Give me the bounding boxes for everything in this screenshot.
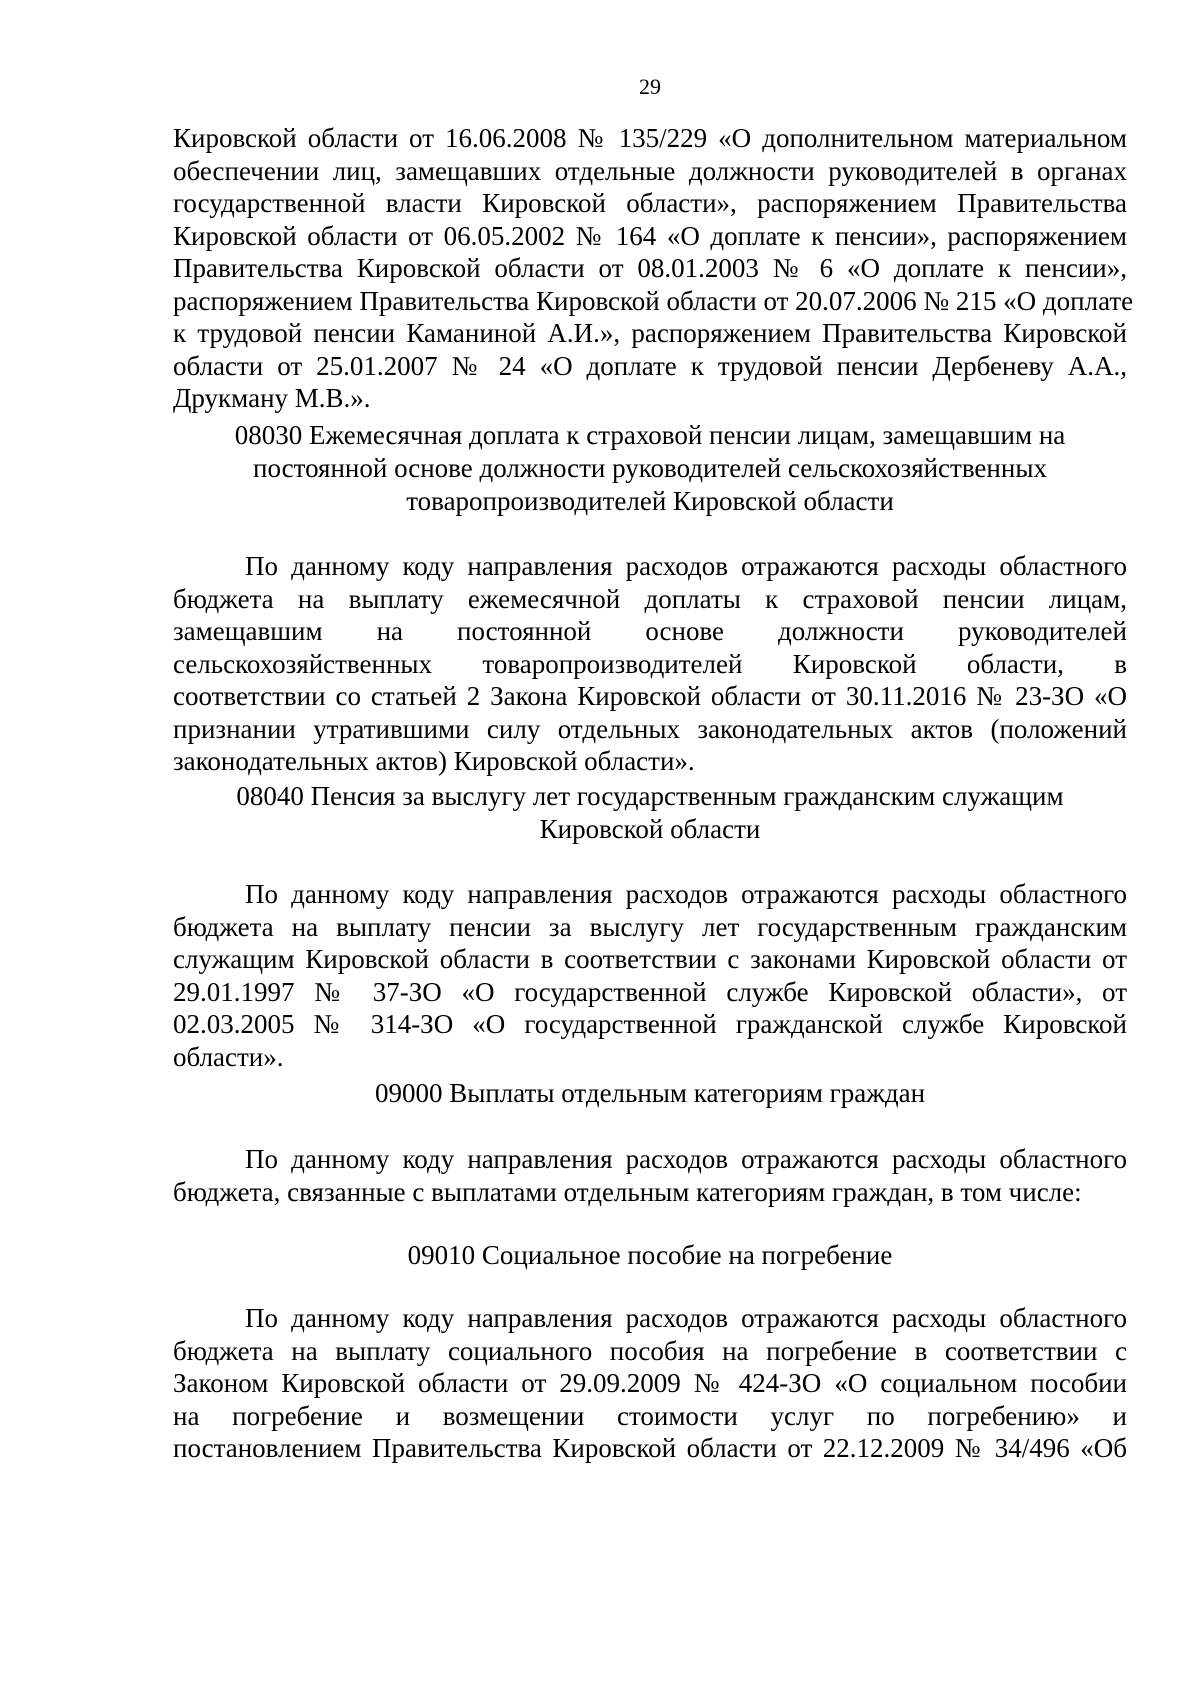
text-line: на погребение и возмещении стоимости услуг по погребению» и: [173, 1400, 1127, 1431]
heading-line: 08040 Пенсия за выслугу лет государственным гражданским служащим: [236, 781, 1064, 811]
text-line: бюджета на выплату социального пособия на погребение в соответствии с: [173, 1335, 1127, 1366]
text-line: постановлением Правительства Кировской области от 22.12.2009 № 34/496 «Об: [173, 1433, 1127, 1463]
text-line: 02.03.2005 № 314-ЗО «О государственной гражданской службе Кировской: [173, 1009, 1127, 1039]
text-line: соответствии со статьей 2 Закона Кировской области от 30.11.2016 № 23-ЗО «О: [173, 681, 1127, 711]
text-line: сельскохозяйственных товаропроизводителей Кировской области, в: [173, 648, 1127, 679]
text-line: По данному коду направления расходов отражаются расходы областного: [245, 1303, 1127, 1333]
heading-line: 09010 Социальное пособие на погребение: [407, 1240, 893, 1270]
text-line: государственной власти Кировской области», распоряжением Правительства: [173, 188, 1127, 218]
text-line: бюджета на выплату ежемесячной доплаты к страховой пенсии лицам,: [173, 583, 1127, 614]
section-heading-09010: [173, 1239, 1127, 1272]
heading-line: 09000 Выплаты отдельным категориям граждан: [374, 1078, 926, 1108]
text-line: Кировской области от 16.06.2008 № 135/229 «О дополнительном материальном: [173, 123, 1127, 153]
text-line: Друкману М.В.».: [173, 383, 371, 413]
page-number: 29: [639, 74, 661, 99]
text-line: По данному коду направления расходов отражаются расходы областного: [245, 1144, 1127, 1174]
text-line: По данному коду направления расходов отражаются расходы областного: [245, 551, 1127, 581]
text-line: служащим Кировской области в соответствии с законами Кировской области от: [173, 944, 1127, 974]
section-heading-08030: [173, 419, 1127, 518]
text-line: распоряжением Правительства Кировской области от 20.07.2006 № 215 «О доплате: [173, 285, 1134, 316]
text-line: 29.01.1997 № 37-ЗО «О государственной службе Кировской области», от: [173, 976, 1127, 1007]
text-line: области».: [173, 1041, 284, 1072]
section-body-09000: [173, 1143, 1127, 1208]
heading-line: постоянной основе должности руководителей сельскохозяйственных: [253, 453, 1047, 483]
section-heading-08040: [173, 780, 1127, 846]
text-line: Правительства Кировской области от 08.01.2003 № 6 «О доплате к пенсии»,: [173, 253, 1127, 283]
heading-line: Кировской области: [539, 814, 761, 844]
intro-paragraph: [173, 122, 1134, 415]
section-body-08030: [173, 550, 1127, 778]
text-line: признании утратившими силу отдельных законодательных актов (положений: [173, 713, 1127, 744]
text-line: Законом Кировской области от 29.09.2009 № 424-ЗО «О социальном пособии: [173, 1368, 1127, 1398]
text-line: По данному коду направления расходов отражаются расходы областного: [245, 879, 1127, 909]
section-body-09010: [173, 1302, 1127, 1465]
text-line: законодательных актов) Кировской области».: [173, 746, 695, 776]
text-line: области от 25.01.2007 № 24 «О доплате к трудовой пенсии Дербеневу А.А.,: [173, 350, 1127, 381]
text-line: Кировской области от 06.05.2002 № 164 «О доплате к пенсии», распоряжением: [173, 220, 1127, 251]
text-line: бюджета на выплату пенсии за выслугу лет государственным гражданским: [173, 911, 1127, 942]
section-heading-09000: [173, 1077, 1127, 1110]
text-line: обеспечении лиц, замещавших отдельные должности руководителей в органах: [173, 155, 1127, 186]
heading-line: 08030 Ежемесячная доплата к страховой пенсии лицам, замещавшим на: [234, 420, 1066, 450]
text-line: замещавшим на постоянной основе должности руководителей: [173, 616, 1127, 646]
section-body-08040: [173, 878, 1127, 1073]
text-line: бюджета, связанные с выплатами отдельным категориям граждан, в том числе:: [173, 1176, 1082, 1207]
text-line: к трудовой пенсии Каманиной А.И.», распоряжением Правительства Кировской: [173, 318, 1127, 348]
heading-line: товаропроизводителей Кировской области: [406, 486, 894, 516]
